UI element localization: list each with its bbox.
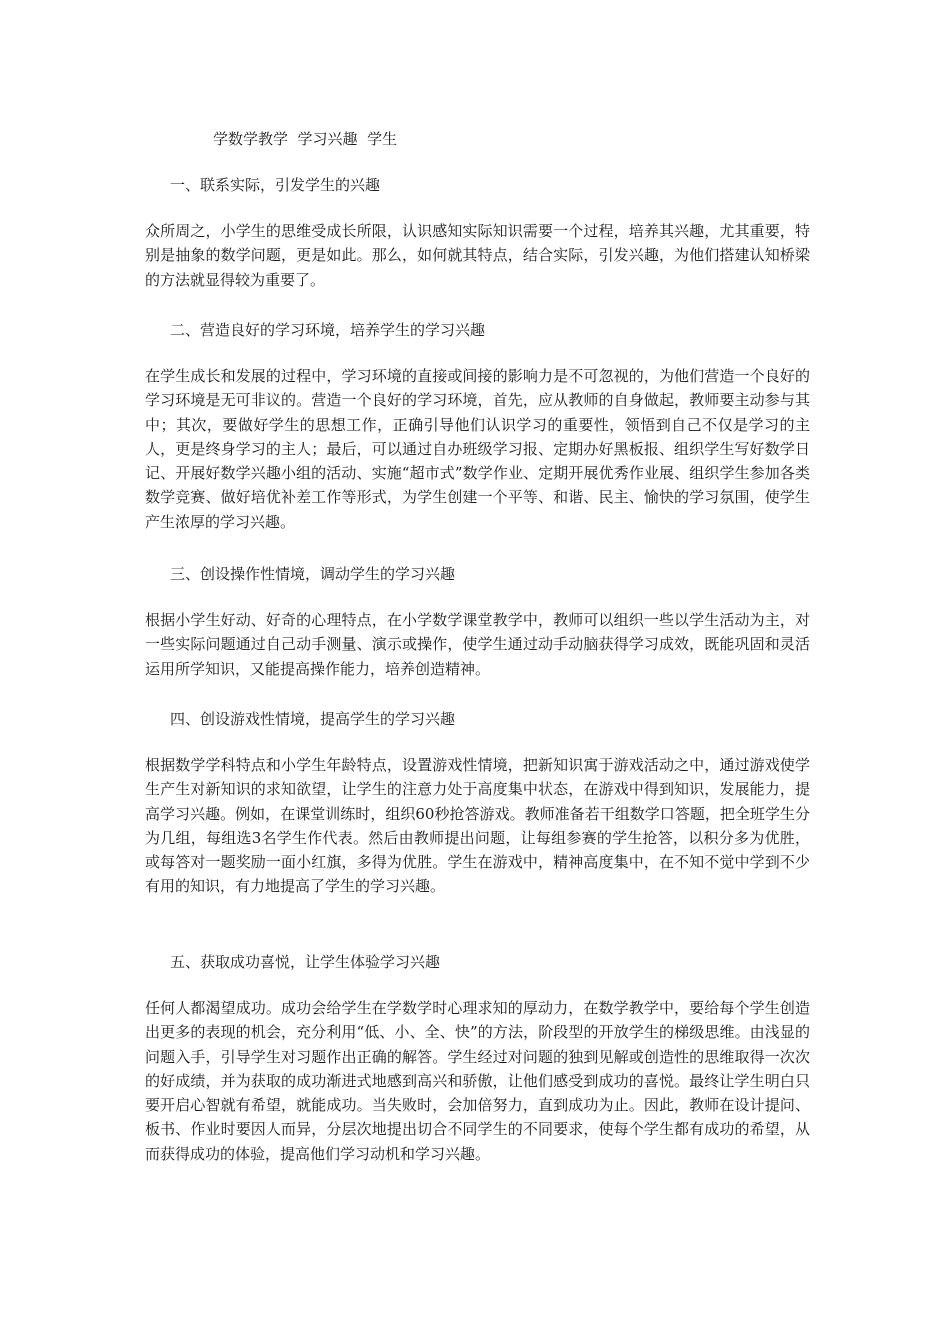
keywords-line: 学数学教学 学习兴趣 学生 — [213, 130, 398, 148]
section-body-5: 任何人都渴望成功。成功会给学生在学数学时心理求知的厚动力，在数学教学中，要给每个学生创造出更多的表现的机会，充分利用“低、小、全、快”的方法，阶段型的开放学生的梯级思维。由浅显的问题入手，引导学生对习题作出正确的解答。学生经过对问题的独到见解或创造性的思维取得一次次的好成绩，并为获取的成功渐进式地感到高兴和骄傲，让他们感受到成功的喜悦。最终让学生明白只要开启心智就有希望，就能成功。当失败时，会加倍努力，直到成功为止。因此，教师在设计提问、板书、作业时要因人而异，分层次地提出切合不同学生的不同要求，使每个学生都有成功的希望，从而获得成功的体验，提高他们学习动机和学习兴趣。 — [145, 999, 810, 1163]
section-body-2: 在学生成长和发展的过程中，学习环境的直接或间接的影响力是不可忽视的，为他们营造一个良好的学习环境是无可非议的。营造一个良好的学习环境，首先，应从教师的自身做起，教师要主动参与其中；其次，要做好学生的思想工作，正确引导他们认识学习的重要性，领悟到自己不仅是学习的主人，更是终身学习的主人；最后，可以通过自办班级学习报、定期办好黑板报、组织学生写好数学日记、开展好数学兴趣小组的活动、实施“超市式”数学作业、定期开展优秀作业展、组织学生参加各类数学竞赛、做好培优补差工作等形式，为学生创建一个平等、和谐、民主、愉快的学习氛围，使学生产生浓厚的学习兴趣。 — [145, 367, 810, 531]
section-heading-4: 四、创设游戏性情境，提高学生的学习兴趣 — [170, 710, 456, 728]
section-body-1: 众所周之，小学生的思维受成长所限，认识感知实际知识需要一个过程，培养其兴趣，尤其重要，特别是抽象的数学问题，更是如此。那么，如何就其特点，结合实际，引发兴趣，为他们搭建认知桥梁的方法就显得较为重要了。 — [145, 222, 810, 289]
section-heading-5: 五、获取成功喜悦，让学生体验学习兴趣 — [170, 953, 441, 971]
section-body-3: 根据小学生好动、好奇的心理特点，在小学数学课堂教学中，教师可以组织一些以学生活动为主，对一些实际问题通过自己动手测量、演示或操作，使学生通过动手动脑获得学习成效，既能巩固和灵活运用所学知识，又能提高操作能力，培养创造精神。 — [145, 611, 810, 678]
section-heading-3: 三、创设操作性情境，调动学生的学习兴趣 — [170, 565, 456, 583]
section-heading-2: 二、营造良好的学习环境，培养学生的学习兴趣 — [170, 321, 486, 339]
section-body-4: 根据数学学科特点和小学生年龄特点，设置游戏性情境，把新知识寓于游戏活动之中，通过游戏使学生产生对新知识的求知欲望，让学生的注意力处于高度集中状态，在游戏中得到知识，发展能力，提高学习兴趣。例如，在课堂训练时，组织60秒抢答游戏。教师准备若干组数学口答题，把全班学生分为几组，每组选3名学生作代表。然后由教师提出问题，让每组参赛的学生抢答，以积分多为优胜，或每答对一题奖励一面小红旗，多得为优胜。学生在游戏中，精神高度集中，在不知不觉中学到不少有用的知识，有力地提高了学生的学习兴趣。 — [145, 756, 810, 896]
section-heading-1: 一、联系实际，引发学生的兴趣 — [170, 176, 381, 194]
